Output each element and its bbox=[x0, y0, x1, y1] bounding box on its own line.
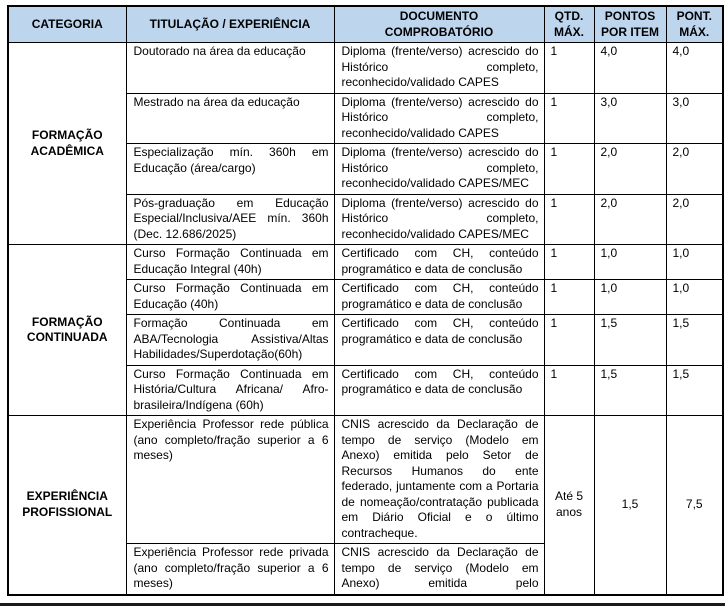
table-row bbox=[8, 43, 723, 94]
column-header-qtd-max bbox=[544, 6, 594, 43]
pont-max-cell: 1,5 bbox=[666, 365, 723, 416]
qtd-max-cell: 1 bbox=[544, 43, 594, 94]
pontos-por-item-cell: 1,5 bbox=[594, 315, 666, 366]
pont-max-cell: 2,0 bbox=[666, 194, 723, 245]
titulacao-cell: Doutorado na área da educação bbox=[126, 43, 334, 94]
header-row bbox=[8, 6, 723, 43]
titulacao-cell: Especialização mín. 360h em Educação (área/cargo) bbox=[126, 144, 334, 195]
documento-cell: Diploma (frente/verso) acrescido do Histórico completo, reconhecido/validado CAPES/MEC bbox=[334, 144, 544, 195]
titulacao-cell: Experiência Professor rede privada (ano completo/fração superior a 6 meses) bbox=[126, 544, 334, 595]
documento-cell: Certificado com CH, conteúdo programático e data de conclusão bbox=[334, 280, 544, 315]
pontos-por-item-cell: 3,0 bbox=[594, 93, 666, 144]
column-header-documento-comprobatorio bbox=[334, 6, 544, 43]
pont-max-cell: 1,0 bbox=[666, 280, 723, 315]
titulacao-cell: Pós-graduação em Educação Especial/Inclusiva/AEE mín. 360h (Dec. 12.686/2025) bbox=[126, 194, 334, 245]
qtd-max-cell: 1 bbox=[544, 280, 594, 315]
titulacao-cell: Mestrado na área da educação bbox=[126, 93, 334, 144]
header-label: PONT. bbox=[676, 9, 712, 23]
qtd-max-cell: 1 bbox=[544, 144, 594, 195]
documento-cell: Certificado com CH, conteúdo programático e data de conclusão bbox=[334, 365, 544, 416]
bottom-crop-edge bbox=[0, 603, 725, 606]
documento-cell: CNIS acrescido da Declaração de tempo de serviço (Modelo em Anexo) emitida pelo bbox=[334, 544, 544, 595]
pont-max-cell: 7,5 bbox=[666, 416, 723, 595]
qtd-max-cell: 1 bbox=[544, 315, 594, 366]
titulacao-cell: Experiência Professor rede pública (ano completo/fração superior a 6 meses) bbox=[126, 416, 334, 544]
header-label: POR ITEM bbox=[600, 24, 659, 39]
qtd-max-cell: Até 5 anos bbox=[544, 416, 594, 595]
pontos-por-item-cell: 1,0 bbox=[594, 280, 666, 315]
documento-cell: Diploma (frente/verso) acrescido do Histórico completo, reconhecido/validado CAPES bbox=[334, 43, 544, 94]
titulacao-cell: Curso Formação Continuada em Educação (40h) bbox=[126, 280, 334, 315]
table-row bbox=[8, 245, 723, 280]
pont-max-cell: 2,0 bbox=[666, 144, 723, 195]
qtd-max-cell: 1 bbox=[544, 365, 594, 416]
header-label: TITULAÇÃO / EXPERIÊNCIA bbox=[149, 16, 311, 31]
table-row bbox=[8, 416, 723, 544]
column-header-titulacao-experiencia bbox=[126, 6, 334, 43]
titulacao-cell: Curso Formação Continuada em História/Cultura Africana/ Afro-brasileira/Indígena (60h) bbox=[126, 365, 334, 416]
header-label: DOCUMENTO bbox=[399, 9, 479, 23]
header-label: QTD. bbox=[554, 9, 584, 23]
pontos-por-item-cell: 1,0 bbox=[594, 245, 666, 280]
documento-cell: Certificado com CH, conteúdo programático e data de conclusão bbox=[334, 315, 544, 366]
pontos-por-item-cell: 2,0 bbox=[594, 144, 666, 195]
titulacao-cell: Curso Formação Continuada em Educação Integral (40h) bbox=[126, 245, 334, 280]
pont-max-cell: 1,5 bbox=[666, 315, 723, 366]
pontos-por-item-cell: 2,0 bbox=[594, 194, 666, 245]
column-header-categoria bbox=[8, 6, 126, 43]
qtd-max-cell: 1 bbox=[544, 93, 594, 144]
pontos-por-item-cell: 1,5 bbox=[594, 365, 666, 416]
documento-cell: CNIS acrescido da Declaração de tempo de serviço (Modelo em Anexo) emitida pelo Setor de Recursos Humanos do ente federado, juntamente com a Portaria de nomeação/contratação publicada em Diário Oficial e o último contracheque. bbox=[334, 416, 544, 544]
documento-cell: Diploma (frente/verso) acrescido do Histórico completo, reconhecido/validado CAPES/MEC bbox=[334, 194, 544, 245]
column-header-pont-max bbox=[666, 6, 723, 43]
qtd-max-cell: 1 bbox=[544, 245, 594, 280]
pont-max-cell: 1,0 bbox=[666, 245, 723, 280]
documento-cell: Diploma (frente/verso) acrescido do Histórico completo, reconhecido/validado CAPES bbox=[334, 93, 544, 144]
table-header bbox=[8, 6, 723, 43]
header-label: CATEGORIA bbox=[31, 16, 103, 31]
pont-max-cell: 4,0 bbox=[666, 43, 723, 94]
documento-cell: Certificado com CH, conteúdo programático e data de conclusão bbox=[334, 245, 544, 280]
titulacao-cell: Formação Continuada em ABA/Tecnologia Assistiva/Altas Habilidades/Superdotação(60h) bbox=[126, 315, 334, 366]
pontos-por-item-cell: 1,5 bbox=[594, 416, 666, 595]
header-label: MÁX. bbox=[554, 24, 584, 39]
pontos-por-item-cell: 4,0 bbox=[594, 43, 666, 94]
header-label: MÁX. bbox=[679, 24, 710, 39]
pont-max-cell: 3,0 bbox=[666, 93, 723, 144]
column-header-pontos-por-item bbox=[594, 6, 666, 43]
category-cell-formacao-continuada: FORMAÇÃO CONTINUADA bbox=[8, 245, 126, 416]
header-label: PONTOS bbox=[604, 9, 656, 23]
qtd-max-cell: 1 bbox=[544, 194, 594, 245]
category-cell-experiencia-profissional: EXPERIÊNCIA PROFISSIONAL bbox=[8, 416, 126, 595]
table-body bbox=[8, 43, 723, 595]
header-label: COMPROBATÓRIO bbox=[384, 24, 494, 39]
category-cell-formacao-academica: FORMAÇÃO ACADÊMICA bbox=[8, 43, 126, 245]
score-table bbox=[7, 5, 724, 596]
